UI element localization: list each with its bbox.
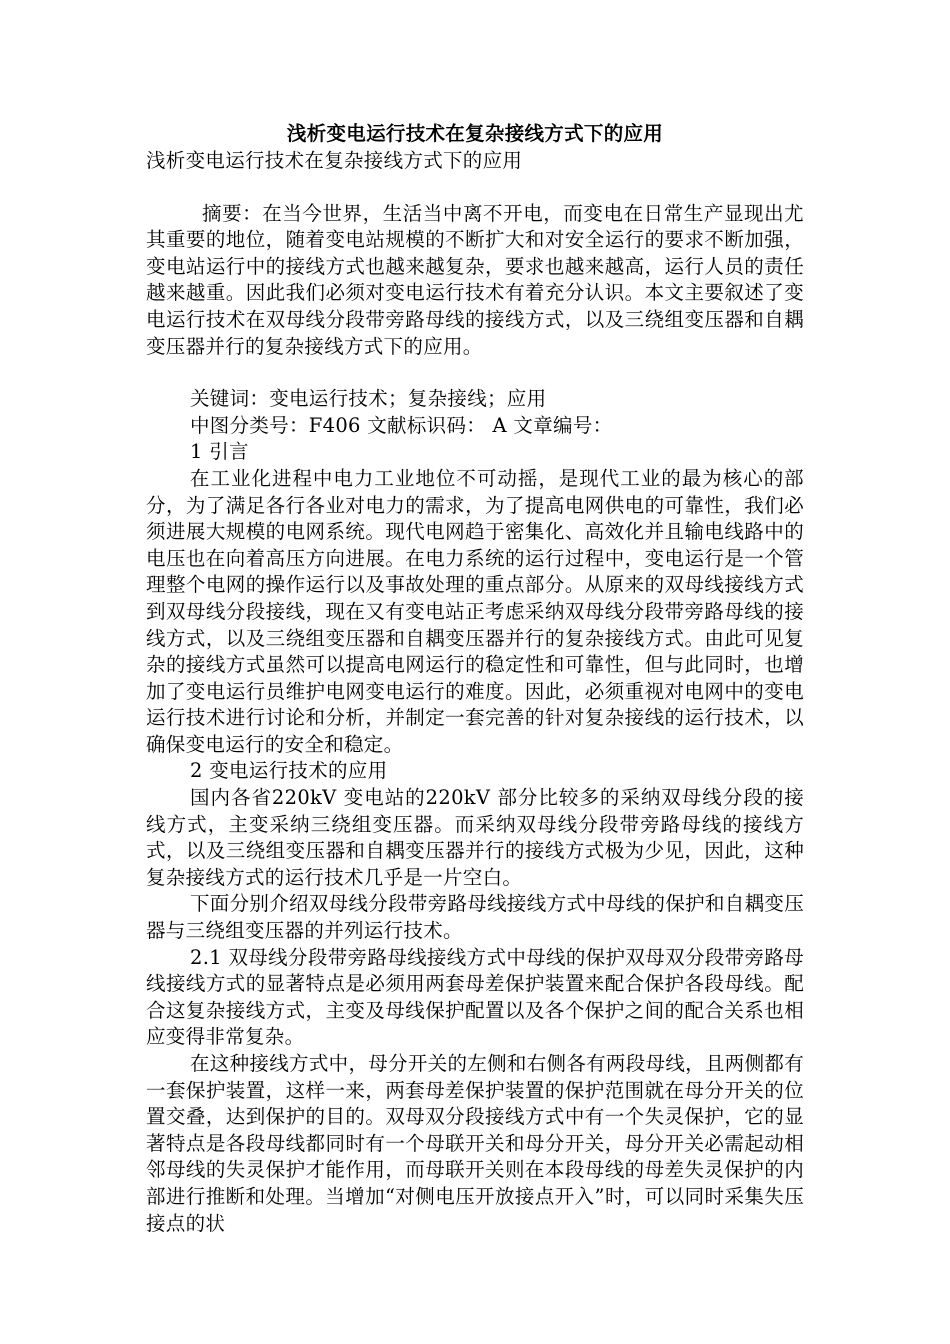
abstract-paragraph: 摘要：在当今世界，生活当中离不开电，而变电在日常生产显现出尤其重要的地位，随着变电站规模的不断扩大和对安全运行的要求不断加强，变电站运行中的接线方式也越来越复杂，要求也越来越高，运行人员的责任越来越重。因此我们必须对变电运行技术有着充分认识。本文主要叙述了变电运行技术在双母线分段带旁路母线的接线方式，以及三绕组变压器和自耦变压器并行的复杂接线方式下的应用。 [146, 201, 804, 358]
keywords-line: 关键词：变电运行技术；复杂接线；应用 [190, 387, 547, 411]
classification-line: 中图分类号：F406 文献标识码： A 文章编号： [190, 413, 613, 437]
section-1-paragraph: 在工业化进程中电力工业地位不可动摇，是现代工业的最为核心的部分，为了满足各行各业对电力的需求，为了提高电网供电的可靠性，我们必须进展大规模的电网系统。现代电网趋于密集化、高效化并且输电线路中的电压也在向着高压方向进展。在电力系统的运行过程中，变电运行是一个管理整个电网的操作运行以及事故处理的重点部分。从原来的双母线接线方式到双母线分段接线，现在又有变电站正考虑采纳双母线分段带旁路母线的接线方式，以及三绕组变压器和自耦变压器并行的复杂接线方式。由此可见复杂的接线方式虽然可以提高电网运行的稳定性和可靠性，但与此同时，也增加了变电运行员维护电网变电运行的难度。因此，必须重视对电网中的变电运行技术进行讨论和分析，并制定一套完善的针对复杂接线的运行技术，以确保变电运行的安全和稳定。 [146, 466, 804, 756]
document-title: 浅析变电运行技术在复杂接线方式下的应用 [286, 122, 664, 145]
section-2-paragraph-2: 下面分别介绍双母线分段带旁路母线接线方式中母线的保护和自耦变压器与三绕组变压器的并列运行技术。 [146, 892, 804, 943]
section-2-1-paragraph-1: 2.1 双母线分段带旁路母线接线方式中母线的保护双母双分段带旁路母线接线方式的显著特点是必须用两套母差保护装置来配合保护各段母线。配合这复杂接线方式，主变及母线保护配置以及各个保护之间的配合关系也相应变得非常复杂。 [146, 945, 804, 1049]
section-2-1-paragraph-2: 在这种接线方式中，母分开关的左侧和右侧各有两段母线，且两侧都有一套保护装置，这样一来，两套母差保护装置的保护范围就在母分开关的位置交叠，达到保护的目的。双母双分段接线方式中有一个失灵保护，它的显著特点是各段母线都同时有一个母联开关和母分开关，母分开关必需起动相邻母线的失灵保护才能作用，而母联开关则在本段母线的母差失灵保护的内部进行推断和处理。当增加“对侧电压开放接点开入”时，可以同时采集失压接点的状 [146, 1052, 804, 1235]
section-1-heading: 1 引言 [190, 440, 249, 464]
document-subtitle: 浅析变电运行技术在复杂接线方式下的应用 [146, 149, 523, 172]
document-body [146, 120, 804, 1237]
section-2-paragraph-1: 国内各省220kV 变电站的220kV 部分比较多的采纳双母线分段的接线方式，主变采纳三绕组变压器。而采纳双母线分段带旁路母线的接线方式，以及三绕组变压器和自耦变压器并行的接线方式极为少见，因此，这种复杂接线方式的运行技术几乎是一片空白。 [146, 786, 804, 889]
section-2-heading: 2 变电运行技术的应用 [190, 759, 388, 783]
